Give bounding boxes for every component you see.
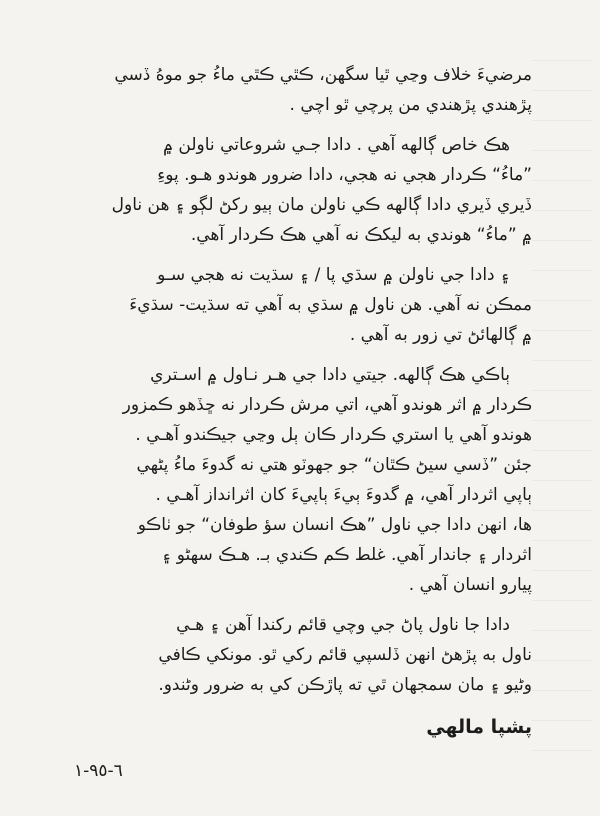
text-line: ٻاڪي هڪ ڳالهه. جيتي دادا جي هـر نـاول ۾ اسـتري: [150, 365, 510, 385]
paragraph-3: [56, 260, 532, 350]
author-signature: پشپا مالهي: [426, 716, 532, 738]
paragraph-2: [56, 130, 532, 250]
text-line: ممڪن نه آهي. هن ناول ۾ سڌي به آهي ته سڌيت- سڌيءَ: [129, 295, 532, 315]
document-date: ۱-٦-٩٥: [74, 761, 123, 781]
text-line: ڪردار ۾ اثر هوندو آهي، اتي مرش ڪردار نه ڇڏهو ڪمزور: [122, 395, 532, 415]
paragraph-4: [56, 360, 532, 600]
text-line: ۾ ”ماءُ“ هوندي به ليکڪ نه آهي هڪ ڪردار آهي.: [190, 225, 532, 245]
text-line: ها، انهن دادا جي ناول ”هڪ انسان سؤ طوفان“ جو ٺاڪو: [137, 515, 532, 535]
text-line: هڪ خاص ڳالهه آهي . دادا جـي شروعاتي ناولن ۾: [163, 135, 510, 155]
text-line: پيارو انسان آهي .: [408, 575, 532, 595]
text-line: مرضيءَ خلاف وڃي ٿيا سگهن، ڪٿي ڪٿي ماءُ جو موهُ ڏسي: [114, 65, 532, 85]
text-line: ”ماءُ“ ڪردار هجي نه هجي، دادا ضرور هوندو هـو. پوءِ: [157, 165, 532, 185]
text-line: اثردار ۽ جاندار آهي. غلط ڪم ڪندي بـ. هـڪ سهڻو ۽: [161, 545, 532, 565]
text-line: ٻاپي اثردار آهي، ۾ گدوءَ ٻيءَ ٻاپيءَ کان اثرانداز آهـي .: [155, 485, 532, 505]
text-line: پڙهندي پڙهندي من پرچي ٿو اچي .: [289, 95, 532, 115]
text-line: دادا جا ناول پاڻ جي وچي قائم رکندا آهن ۽ هـي: [176, 615, 510, 635]
text-line: ناول به پڙهڻ انهن ڏلسپي قائم رکي ٿو. مونکي ڪافي: [158, 645, 532, 665]
text-line: هوندو آهي يا استري ڪردار ڪان ٻل وڃي جيڪندو آهـي .: [135, 425, 532, 445]
text-line: جئن ”ڏسي سيڻ ڪٿان“ جو جهوٽو هتي نه گدوءَ ماءُ پڻهي: [136, 455, 532, 475]
paragraph-1: [56, 60, 532, 120]
text-line: ڏيري ڏيري دادا ڳالهه ڪي ناولن مان ٻيو رکڻ لڳو ۽ هن ناول: [111, 195, 532, 215]
paragraph-5: [56, 610, 532, 700]
text-line: ۽ دادا جي ناولن ۾ سڌي پا / ۽ سڌيت نه هجي سـو: [157, 265, 510, 285]
text-line: ۾ ڳالهائڻ تي زور به آهي .: [349, 325, 532, 345]
text-line: وڻيو ۽ مان سمجهان ٿي ته پاڙڪن کي به ضرور وڻندو.: [158, 675, 532, 695]
